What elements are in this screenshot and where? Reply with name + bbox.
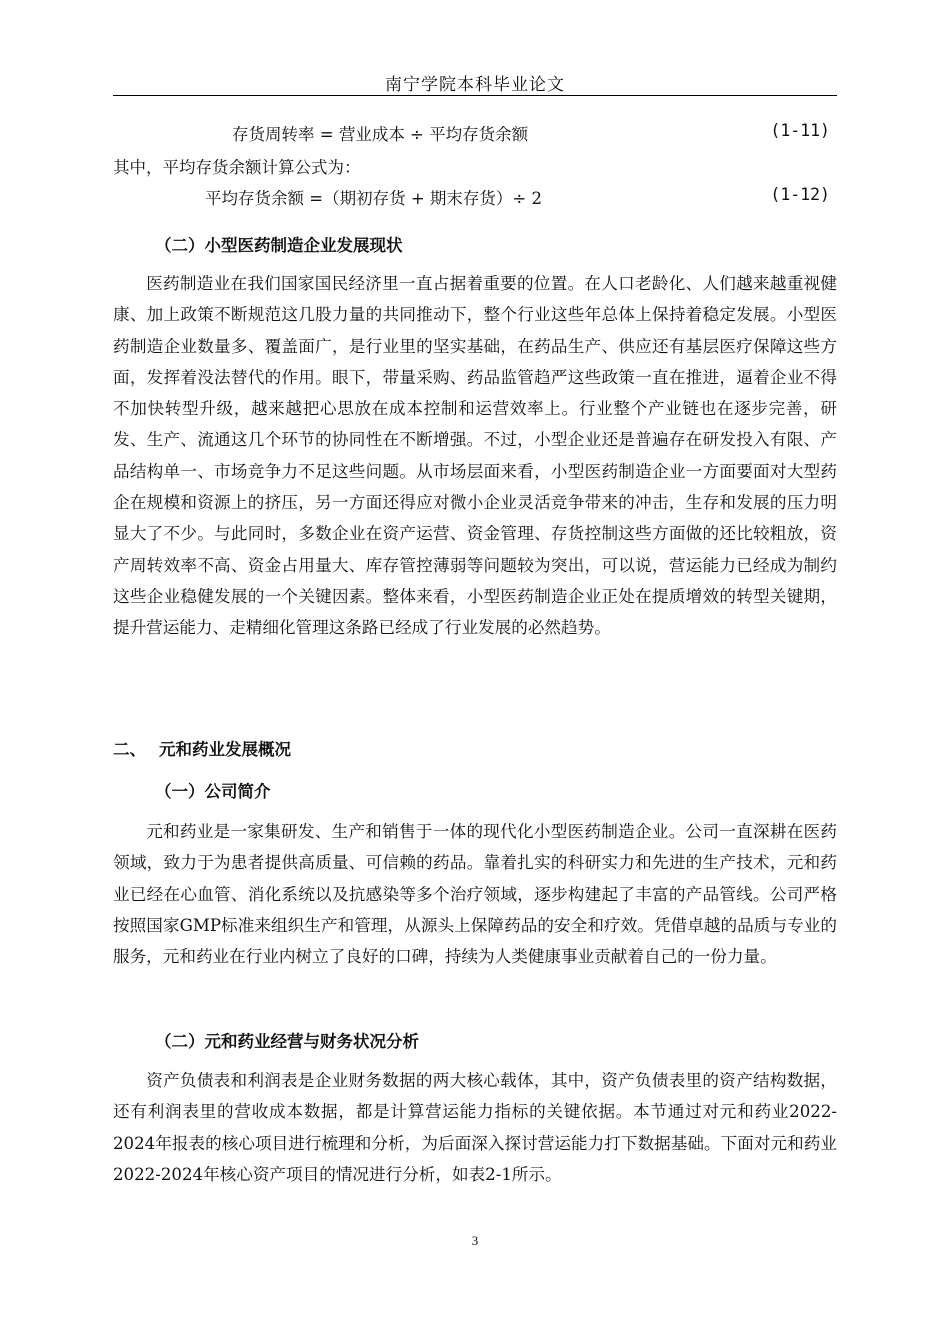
section-heading-operation-finance: （二）元和药业经营与财务状况分析 [155, 1032, 419, 1051]
formula-1-11: 存货周转率 = 营业成本 ÷ 平均存货余额 [232, 125, 529, 144]
section-heading-company-profile: （一）公司简介 [155, 782, 271, 801]
formula-1-12: 平均存货余额 =（期初存货 + 期末存货）÷ 2 [205, 189, 542, 208]
paragraph-operation-finance: 资产负债表和利润表是企业财务数据的两大核心载体，其中，资产负债表里的资产结构数据，还有利润表里的营收成本数据，都是计算营运能力指标的关键依据。本节通过对元和药业2022-2024年报表的核心项目进行梳理和分析，为后面深入探讨营运能力打下数据基础。下面对元和药业2022-2024年核心资产项目的情况进行分析，如表2-1所示。 [113, 1071, 837, 1184]
chapter-heading-yuanhe-overview [113, 736, 291, 760]
page-number: 3 [471, 1233, 479, 1248]
formula-number-1-11: (1-11) [770, 121, 830, 140]
chapter-number: 二、 [113, 740, 146, 759]
paragraph-small-pharma-status: 医药制造业在我们国家国民经济里一直占据着重要的位置。在人口老龄化、人们越来越重视健康、加上政策不断规范这几股力量的共同推动下，整个行业这些年总体上保持着稳定发展。小型医药制造企业数量多、覆盖面广，是行业里的坚实基础，在药品生产、供应还有基层医疗保障这些方面，发挥着没法替代的作用。眼下，带量采购、药品监管趋严这些政策一直在推进，逼着企业不得不加快转型升级，越来越把心思放在成本控制和运营效率上。行业整个产业链也在逐步完善，研发、生产、流通这几个环节的协同性在不断增强。不过，小型企业还是普遍存在研发投入有限、产品结构单一、市场竞争力不足这些问题。从市场层面来看，小型医药制造企业一方面要面对大型药企在规模和资源上的挤压，另一方面还得应对微小企业灵活竞争带来的冲击，生存和发展的压力明显大了不少。与此同时，多数企业在资产运营、资金管理、存货控制这些方面做的还比较粗放，资产周转效率不高、资金占用量大、库存管控薄弱等问题较为突出，可以说，营运能力已经成为制约这些企业稳健发展的一个关键因素。整体来看，小型医药制造企业正处在提质增效的转型关键期，提升营运能力、走精细化管理这条路已经成了行业发展的必然趋势。 [113, 274, 837, 638]
paragraph-company-profile: 元和药业是一家集研发、生产和销售于一体的现代化小型医药制造企业。公司一直深耕在医药领域，致力于为患者提供高质量、可信赖的药品。靠着扎实的科研实力和先进的生产技术，元和药业已经在心血管、消化系统以及抗感染等多个治疗领域，逐步构建起了丰富的产品管线。公司严格按照国家GMP标准来组织生产和管理，从源头上保障药品的安全和疗效。凭借卓越的品质与专业的服务，元和药业在行业内树立了良好的口碑，持续为人类健康事业贡献着自己的一份力量。 [113, 822, 837, 967]
page-header-title: 南宁学院本科毕业论文 [385, 75, 565, 95]
header-rule [113, 95, 837, 96]
section-heading-small-pharma-status: （二）小型医药制造企业发展现状 [155, 236, 403, 255]
chapter-title: 元和药业发展概况 [159, 740, 291, 759]
formula-number-1-12: (1-12) [770, 185, 830, 204]
formula-intro: 其中，平均存货余额计算公式为： [113, 158, 361, 177]
